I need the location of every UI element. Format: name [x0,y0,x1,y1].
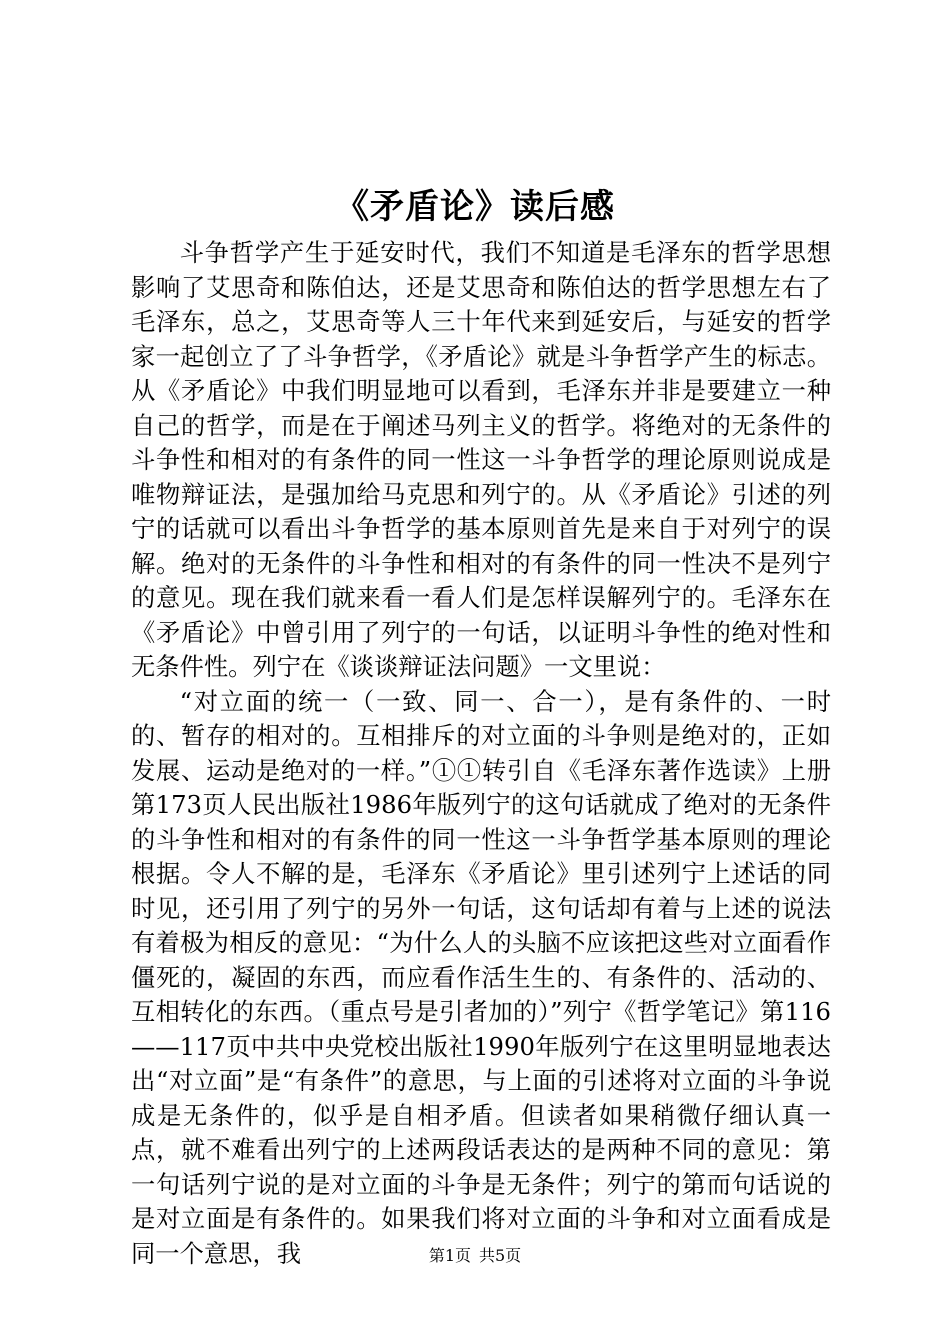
paragraph-1: 斗争哲学产生于延安时代，我们不知道是毛泽东的哲学思想影响了艾思奇和陈伯达，还是艾思奇和陈伯达的哲学思想左右了毛泽东，总之，艾思奇等人三十年代来到延安后，与延安的哲学家一起创立了了斗争哲学，《矛盾论》就是斗争哲学产生的标志。从《矛盾论》中我们明显地可以看到，毛泽东并非是要建立一种自己的哲学，而是在于阐述马列主义的哲学。将绝对的无条件的斗争性和相对的有条件的同一性这一斗争哲学的理论原则说成是唯物辩证法，是强加给马克思和列宁的。从《矛盾论》引述的列宁的话就可以看出斗争哲学的基本原则首先是来自于对列宁的误解。绝对的无条件的斗争性和相对的有条件的同一性决不是列宁的意见。现在我们就来看一看人们是怎样误解列宁的。毛泽东在《矛盾论》中曾引用了列宁的一句话，以证明斗争性的绝对性和无条件性。列宁在《谈谈辩证法问题》一文里说： [131,238,831,681]
page-footer [0,1244,950,1268]
document-body [131,236,831,1271]
page-number-current: 第1页 [428,1246,471,1265]
document-title: 《矛盾论》读后感 [335,187,615,227]
paragraph-2: “对立面的统一（一致、同一、合一），是有条件的、一时的、暂存的相对的。互相排斥的对立面的斗争则是绝对的，正如发展、运动是绝对的一样。”①①转引自《毛泽东著作选读》上册第173页人民出版社1986年版列宁的这句话就成了绝对的无条件的斗争性和相对的有条件的同一性这一斗争哲学基本原则的理论根据。令人不解的是，毛泽东《矛盾论》里引述列宁上述话的同时见，还引用了列宁的另外一句话，这句话却有着与上述的说法有着极为相反的意见：“为什么人的头脑不应该把这些对立面看作僵死的，凝固的东西，而应看作活生生的、有条件的、活动的、互相转化的东西。（重点号是引者加的）”列宁《哲学笔记》第116——117页中共中央党校出版社1990年版列宁在这里明显地表达出“对立面”是“有条件”的意思，与上面的引述将对立面的斗争说成是无条件的，似乎是自相矛盾。但读者如果稍微仔细认真一点，就不难看出列宁的上述两段话表达的是两种不同的意见：第一句话列宁说的是对立面的斗争是无条件；列宁的第而句话说的是对立面是有条件的。如果我们将对立面的斗争和对立面看成是同一个意思，我 [131,686,831,1268]
page-number-total: 共5页 [479,1246,522,1265]
